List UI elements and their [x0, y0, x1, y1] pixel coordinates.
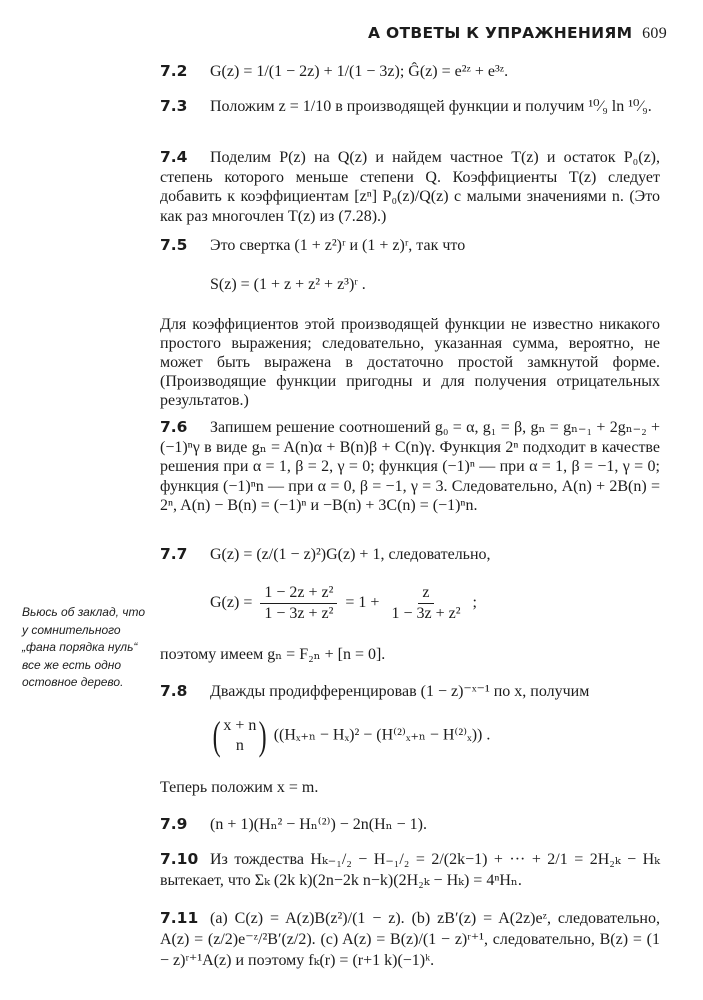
exercise-7-3 — [160, 96, 660, 117]
exercise-7-11 — [160, 908, 660, 971]
equation-middle: = 1 + — [345, 594, 380, 612]
exercise-text: G(z) = 1/(1 − 2z) + 1/(1 − 3z); Ĝ(z) = e²ᶻ + e³ᶻ. — [210, 63, 509, 80]
equation-body: ((Hₓ₊ₙ − Hₓ)² − (H⁽²⁾ₓ₊ₙ − H⁽²⁾ₓ)) . — [273, 726, 491, 744]
running-header — [368, 24, 667, 43]
exercise-text: Поделим P(z) на Q(z) и найдем частное T(z) и остаток P₀(z), степень которого меньше степени Q. Коэффициенты T(z) следует добавить к коэффициентам [zⁿ] P₀(z)/Q(z) с малыми значениями n. (Это как раз многочлен T(z) из (7.28).) — [160, 149, 660, 225]
fraction — [387, 584, 464, 623]
exercise-7-7 — [160, 544, 660, 565]
exercise-number: 7.8 — [160, 682, 188, 700]
margin-note: Вьюсь об заклад, что у сомнительного „фана порядка нуль“ все же есть одно остовное дерево. — [22, 605, 146, 689]
exercise-7-2 — [160, 61, 660, 82]
fraction-denominator: 1 − 3z + z² — [264, 605, 334, 622]
exercise-text: Из тождества Hₖ₋₁/₂ − H₋₁/₂ = 2/(2k−1) + ··· + 2/1 = 2H₂ₖ − Hₖ вытекает, что Σₖ (2k k)(2n−2k n−k)(2H₂ₖ − Hₖ) = 4ⁿHₙ. — [160, 851, 660, 889]
header-title: А ОТВЕТЫ К УПРАЖНЕНИЯМ — [368, 24, 633, 42]
fraction-numerator: z — [418, 584, 433, 604]
exercise-number: 7.7 — [160, 545, 188, 563]
exercise-number: 7.3 — [160, 97, 188, 115]
exercise-text: Запишем решение соотношений g₀ = α, g₁ = β, gₙ = gₙ₋₁ + 2gₙ₋₂ + (−1)ⁿγ в виде gₙ = A(n)α + B(n)β + C(n)γ. Функция 2ⁿ подходит в качестве решения при α = 1, β = 2, γ = 0; функция (−1)ⁿ — при α = 1, β = −1, γ = 0; функция (−1)ⁿn — при α = 0, β = −1, γ = 3. Следовательно, A(n) + 2B(n) = 2ⁿ, A(n) − B(n) = (−1)ⁿ и −B(n) + 3C(n) = (−1)ⁿn. — [160, 419, 660, 514]
exercise-text: G(z) = (z/(1 − z)²)G(z) + 1, следовательно, — [210, 546, 491, 563]
exercise-7-9 — [160, 814, 660, 835]
exercise-number: 7.4 — [160, 148, 188, 166]
binomial-bottom: n — [235, 737, 244, 754]
binomial: ( x + n n ) — [212, 713, 268, 758]
equation-g-z — [210, 584, 477, 623]
exercise-text: (a) C(z) = A(z)B(z²)/(1 − z). (b) zB′(z) = A(2z)eᶻ, следовательно, A(z) = (z/2)e⁻ᶻ/²B′(z/2). (c) A(z) = B(z)/(1 − z)ʳ⁺¹, следовательно, B(z) = (1 − z)ʳ⁺¹A(z) и поэтому fₖ(r) = (r+1 k)(−1)ᵏ. — [160, 910, 660, 969]
exercise-7-8 — [160, 681, 660, 702]
fraction-numerator: 1 − 2z + z² — [260, 584, 337, 604]
exercise-number: 7.2 — [160, 62, 188, 80]
exercise-text: Дважды продифференцировав (1 − z)⁻ˣ⁻¹ по x, получим — [210, 683, 590, 700]
equation-lhs: G(z) = — [210, 594, 253, 612]
exercise-7-5-remark: Для коэффициентов этой производящей функции не известно никакого простого выражения; следовательно, указанная сумма, вероятно, не может быть выражена в достаточно простой замкнутой форме. (Производящие функции пригодны и для получения отрицательных результатов.) — [160, 316, 660, 409]
exercise-text: Положим z = 1/10 в производящей функции и получим ¹⁰⁄₉ ln ¹⁰⁄₉. — [210, 98, 652, 115]
binomial-top: x + n — [223, 717, 257, 734]
fraction-denominator: 1 − 3z + z² — [391, 605, 461, 622]
exercise-text: Это свертка (1 + z²)ʳ и (1 + z)ʳ, так что — [210, 237, 466, 254]
equation-end: ; — [472, 594, 477, 612]
page-number: 609 — [642, 25, 667, 42]
exercise-7-8-result: Теперь положим x = m. — [160, 779, 319, 796]
exercise-number: 7.9 — [160, 815, 188, 833]
exercise-7-4 — [160, 148, 660, 226]
exercise-number: 7.6 — [160, 418, 188, 436]
exercise-7-5 — [160, 235, 660, 256]
exercise-number: 7.10 — [160, 850, 199, 868]
exercise-number: 7.11 — [160, 909, 199, 927]
equation-derivative — [210, 713, 491, 758]
exercise-7-10 — [160, 849, 660, 891]
exercise-7-6 — [160, 418, 660, 516]
fraction — [260, 584, 337, 623]
equation-s-z: S(z) = (1 + z + z² + z³)ʳ . — [210, 276, 366, 293]
exercise-7-7-result: поэтому имеем gₙ = F₂ₙ + [n = 0]. — [160, 646, 386, 663]
exercise-text: (n + 1)(Hₙ² − Hₙ⁽²⁾) − 2n(Hₙ − 1). — [210, 816, 427, 833]
exercise-number: 7.5 — [160, 236, 188, 254]
